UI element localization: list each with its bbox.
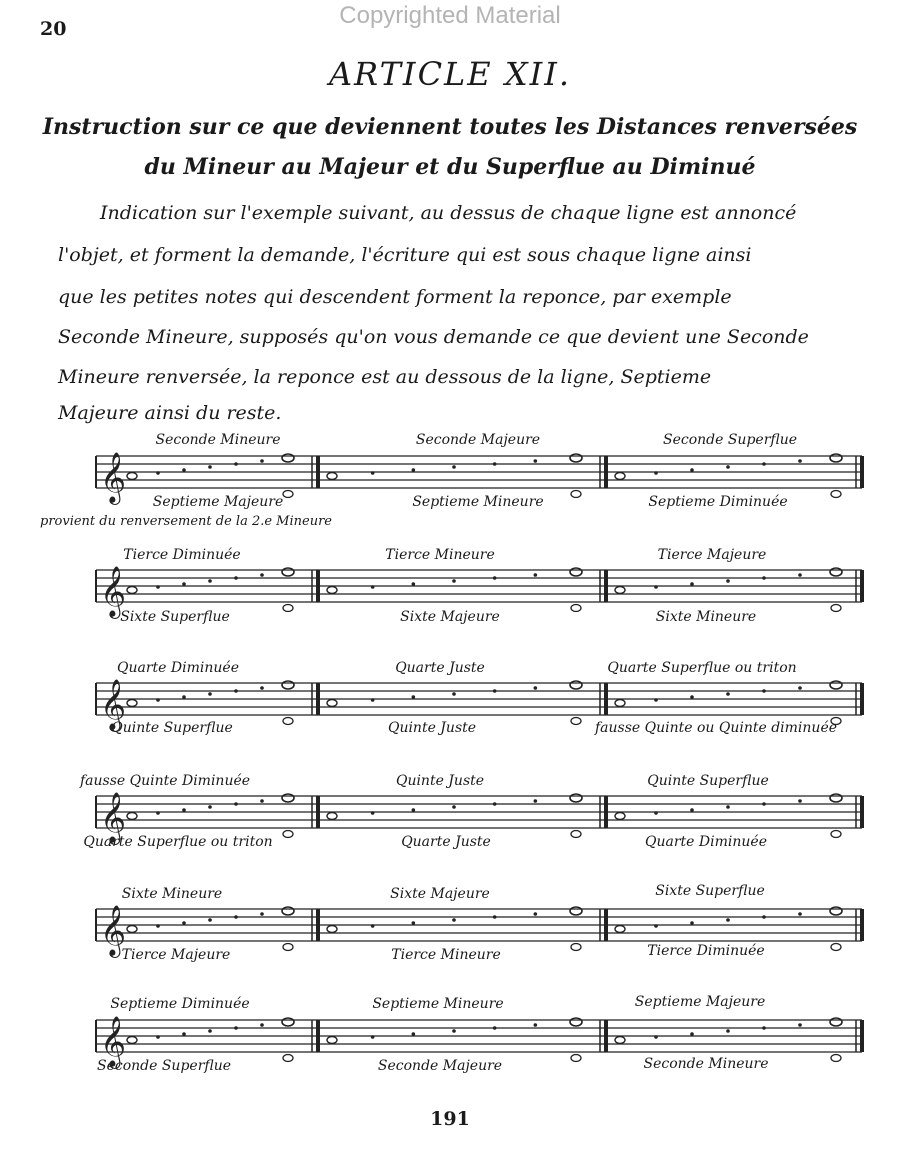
inverted-note-icon (571, 718, 581, 725)
dotted-note-icon (690, 468, 694, 472)
paragraph-line-2: l'objet, et forment la demande, l'écriture qui est sous chaque ligne ainsi (58, 244, 752, 266)
whole-note-icon (127, 700, 137, 707)
double-barline (860, 456, 864, 488)
treble-clef-icon: 𝄞 (100, 452, 127, 503)
double-barline (604, 796, 608, 828)
whole-note-icon (570, 907, 582, 915)
whole-note-icon (127, 1037, 137, 1044)
whole-note-icon (615, 473, 625, 480)
dotted-note-icon (798, 459, 802, 463)
whole-note-icon (282, 1018, 294, 1026)
dotted-note-icon (493, 802, 497, 806)
inversion-label-below: Tierce Mineure (391, 947, 501, 963)
inversion-label-below: Septieme Mineure (412, 494, 544, 510)
inversion-label-below: Sixte Superflue (120, 609, 230, 625)
dotted-note-icon (726, 918, 730, 922)
inversion-label-below: Seconde Majeure (377, 1058, 503, 1074)
dotted-note-icon (798, 912, 802, 916)
whole-note-icon (127, 813, 137, 820)
inversion-label-below: Septieme Majeure (152, 494, 284, 510)
interval-label-above: Seconde Mineure (155, 432, 281, 448)
dotted-note-icon (534, 686, 538, 690)
dotted-note-icon (412, 695, 416, 699)
dotted-note-icon (156, 811, 160, 815)
dotted-note-icon (182, 808, 186, 812)
double-barline (604, 909, 608, 941)
dotted-note-icon (452, 579, 456, 583)
inverted-note-icon (831, 944, 841, 951)
whole-note-icon (615, 587, 625, 594)
dotted-note-icon (534, 799, 538, 803)
double-barline (604, 1020, 608, 1052)
dotted-note-icon (260, 799, 264, 803)
dotted-note-icon (182, 921, 186, 925)
whole-note-icon (830, 1018, 842, 1026)
whole-note-icon (570, 454, 582, 462)
dotted-note-icon (208, 1029, 212, 1033)
dotted-note-icon (493, 462, 497, 466)
dotted-note-icon (762, 915, 766, 919)
interval-label-above: Sixte Superflue (655, 883, 765, 899)
dotted-note-icon (234, 802, 238, 806)
dotted-note-icon (726, 579, 730, 583)
dotted-note-icon (798, 799, 802, 803)
dotted-note-icon (208, 465, 212, 469)
dotted-note-icon (798, 573, 802, 577)
whole-note-icon (570, 681, 582, 689)
dotted-note-icon (726, 465, 730, 469)
inversion-label-below: Quinte Superflue (111, 720, 233, 736)
heading-line-2: du Mineur au Majeur et du Superflue au Diminué (144, 154, 756, 180)
dotted-note-icon (412, 1032, 416, 1036)
interval-label-above: Tierce Majeure (657, 547, 767, 563)
dotted-note-icon (371, 471, 375, 475)
inverted-note-icon (831, 605, 841, 612)
interval-label-above: Tierce Diminuée (123, 547, 241, 563)
double-barline (860, 796, 864, 828)
interval-label-above: Quinte Superflue (647, 773, 769, 789)
dotted-note-icon (798, 1023, 802, 1027)
treble-clef-icon: 𝄞 (100, 1016, 127, 1067)
dotted-note-icon (371, 698, 375, 702)
dotted-note-icon (690, 695, 694, 699)
page-number: 20 (40, 18, 67, 40)
whole-note-icon (127, 473, 137, 480)
inversion-label-below: Seconde Mineure (643, 1056, 769, 1072)
whole-note-icon (570, 568, 582, 576)
article-title: ARTICLE XII. (328, 55, 572, 93)
whole-note-icon (327, 700, 337, 707)
interval-label-above: Seconde Majeure (415, 432, 541, 448)
inversion-label-below: Tierce Majeure (121, 947, 231, 963)
dotted-note-icon (534, 1023, 538, 1027)
dotted-note-icon (412, 808, 416, 812)
double-barline (604, 456, 608, 488)
double-barline (860, 683, 864, 715)
dotted-note-icon (234, 576, 238, 580)
heading-line-1: Instruction sur ce que deviennent toutes les Distances renversées (42, 114, 858, 140)
watermark: Copyrighted Material (339, 2, 561, 29)
double-barline (860, 909, 864, 941)
inverted-note-icon (571, 944, 581, 951)
dotted-note-icon (726, 692, 730, 696)
dotted-note-icon (690, 921, 694, 925)
dotted-note-icon (208, 918, 212, 922)
inversion-label-below: Septieme Diminuée (648, 494, 788, 510)
dotted-note-icon (182, 468, 186, 472)
inversion-label-below: Sixte Majeure (400, 609, 500, 625)
inversion-label-below: fausse Quinte ou Quinte diminuée (594, 720, 838, 736)
paragraph-line-1: Indication sur l'exemple suivant, au dessus de chaque ligne est annoncé (100, 202, 797, 224)
dotted-note-icon (412, 582, 416, 586)
whole-note-icon (327, 1037, 337, 1044)
interval-label-above: Sixte Majeure (390, 886, 490, 902)
whole-note-icon (327, 473, 337, 480)
dotted-note-icon (690, 582, 694, 586)
interval-label-above: Septieme Mineure (372, 996, 504, 1012)
dotted-note-icon (726, 805, 730, 809)
interval-label-above: Seconde Superflue (662, 432, 798, 448)
inverted-note-icon (283, 831, 293, 838)
inverted-note-icon (283, 718, 293, 725)
paragraph-line-6: Majeure ainsi du reste. (58, 402, 282, 424)
dotted-note-icon (452, 1029, 456, 1033)
inverted-note-icon (283, 605, 293, 612)
dotted-note-icon (654, 471, 658, 475)
inverted-note-icon (831, 491, 841, 498)
dotted-note-icon (156, 924, 160, 928)
whole-note-icon (282, 907, 294, 915)
dotted-note-icon (371, 1035, 375, 1039)
dotted-note-icon (234, 1026, 238, 1030)
dotted-note-icon (182, 695, 186, 699)
interval-label-above: Sixte Mineure (121, 886, 223, 902)
inverted-note-icon (831, 831, 841, 838)
dotted-note-icon (260, 686, 264, 690)
inverted-note-icon (571, 491, 581, 498)
whole-note-icon (615, 700, 625, 707)
inverted-note-icon (571, 831, 581, 838)
whole-note-icon (830, 568, 842, 576)
paragraph-line-4: Seconde Mineure, supposés qu'on vous demande ce que devient une Seconde (58, 326, 809, 348)
interval-label-above: Quarte Juste (395, 660, 485, 676)
treble-clef-icon: 𝄞 (100, 905, 127, 956)
dotted-note-icon (654, 585, 658, 589)
dotted-note-icon (534, 912, 538, 916)
whole-note-icon (282, 568, 294, 576)
inverted-note-icon (571, 605, 581, 612)
dotted-note-icon (690, 1032, 694, 1036)
footer-page-number: 191 (430, 1108, 470, 1130)
inverted-note-icon (831, 1055, 841, 1062)
dotted-note-icon (156, 698, 160, 702)
inversion-label-below: Quarte Superflue ou triton (83, 834, 273, 850)
dotted-note-icon (156, 585, 160, 589)
dotted-note-icon (260, 1023, 264, 1027)
interval-label-above: Quinte Juste (395, 773, 485, 789)
dotted-note-icon (762, 802, 766, 806)
dotted-note-icon (412, 468, 416, 472)
dotted-note-icon (208, 805, 212, 809)
dotted-note-icon (156, 1035, 160, 1039)
dotted-note-icon (156, 471, 160, 475)
double-barline (316, 570, 320, 602)
interval-label-above: fausse Quinte Diminuée (79, 773, 251, 789)
inversion-note: provient du renversement de la 2.e Mineure (40, 514, 332, 529)
dotted-note-icon (371, 585, 375, 589)
dotted-note-icon (208, 579, 212, 583)
dotted-note-icon (182, 582, 186, 586)
whole-note-icon (830, 454, 842, 462)
dotted-note-icon (234, 462, 238, 466)
dotted-note-icon (762, 689, 766, 693)
whole-note-icon (615, 1037, 625, 1044)
dotted-note-icon (690, 808, 694, 812)
interval-label-above: Septieme Diminuée (110, 996, 250, 1012)
dotted-note-icon (260, 573, 264, 577)
dotted-note-icon (654, 811, 658, 815)
inversion-label-below: Quinte Juste (387, 720, 477, 736)
dotted-note-icon (452, 805, 456, 809)
double-barline (316, 1020, 320, 1052)
dotted-note-icon (726, 1029, 730, 1033)
treble-clef-icon: 𝄞 (100, 792, 127, 843)
dotted-note-icon (452, 465, 456, 469)
dotted-note-icon (762, 462, 766, 466)
whole-note-icon (282, 794, 294, 802)
inversion-label-below: Tierce Diminuée (647, 943, 765, 959)
dotted-note-icon (493, 689, 497, 693)
interval-label-above: Quarte Diminuée (117, 660, 239, 676)
dotted-note-icon (234, 689, 238, 693)
dotted-note-icon (534, 459, 538, 463)
whole-note-icon (327, 813, 337, 820)
double-barline (316, 796, 320, 828)
whole-note-icon (830, 794, 842, 802)
dotted-note-icon (762, 1026, 766, 1030)
whole-note-icon (127, 926, 137, 933)
dotted-note-icon (371, 811, 375, 815)
paragraph-line-3: que les petites notes qui descendent forment la reponce, par exemple (58, 286, 732, 308)
dotted-note-icon (260, 912, 264, 916)
inversion-label-below: Seconde Superflue (96, 1058, 232, 1074)
dotted-note-icon (452, 692, 456, 696)
double-barline (316, 683, 320, 715)
dotted-note-icon (762, 576, 766, 580)
dotted-note-icon (654, 1035, 658, 1039)
inverted-note-icon (283, 1055, 293, 1062)
dotted-note-icon (493, 1026, 497, 1030)
inverted-note-icon (831, 718, 841, 725)
interval-label-above: Quarte Superflue ou triton (607, 660, 797, 676)
inversion-label-below: Sixte Mineure (655, 609, 757, 625)
whole-note-icon (127, 587, 137, 594)
paragraph-line-5: Mineure renversée, la reponce est au dessous de la ligne, Septieme (58, 366, 712, 388)
inverted-note-icon (571, 1055, 581, 1062)
whole-note-icon (570, 1018, 582, 1026)
dotted-note-icon (371, 924, 375, 928)
whole-note-icon (327, 926, 337, 933)
dotted-note-icon (182, 1032, 186, 1036)
dotted-note-icon (234, 915, 238, 919)
dotted-note-icon (534, 573, 538, 577)
whole-note-icon (570, 794, 582, 802)
whole-note-icon (615, 926, 625, 933)
inversion-label-below: Quarte Juste (401, 834, 491, 850)
dotted-note-icon (654, 924, 658, 928)
double-barline (860, 570, 864, 602)
dotted-note-icon (798, 686, 802, 690)
whole-note-icon (282, 681, 294, 689)
interval-label-above: Tierce Mineure (385, 547, 495, 563)
inverted-note-icon (283, 944, 293, 951)
whole-note-icon (615, 813, 625, 820)
double-barline (860, 1020, 864, 1052)
whole-note-icon (830, 907, 842, 915)
double-barline (316, 909, 320, 941)
dotted-note-icon (208, 692, 212, 696)
treble-clef-icon: 𝄞 (100, 679, 127, 730)
inversion-label-below: Quarte Diminuée (645, 834, 767, 850)
dotted-note-icon (412, 921, 416, 925)
double-barline (316, 456, 320, 488)
double-barline (604, 683, 608, 715)
dotted-note-icon (493, 915, 497, 919)
double-barline (604, 570, 608, 602)
dotted-note-icon (493, 576, 497, 580)
whole-note-icon (282, 454, 294, 462)
dotted-note-icon (260, 459, 264, 463)
dotted-note-icon (654, 698, 658, 702)
dotted-note-icon (452, 918, 456, 922)
whole-note-icon (327, 587, 337, 594)
treble-clef-icon: 𝄞 (100, 566, 127, 617)
whole-note-icon (830, 681, 842, 689)
inverted-note-icon (283, 491, 293, 498)
interval-label-above: Septieme Majeure (634, 994, 766, 1010)
